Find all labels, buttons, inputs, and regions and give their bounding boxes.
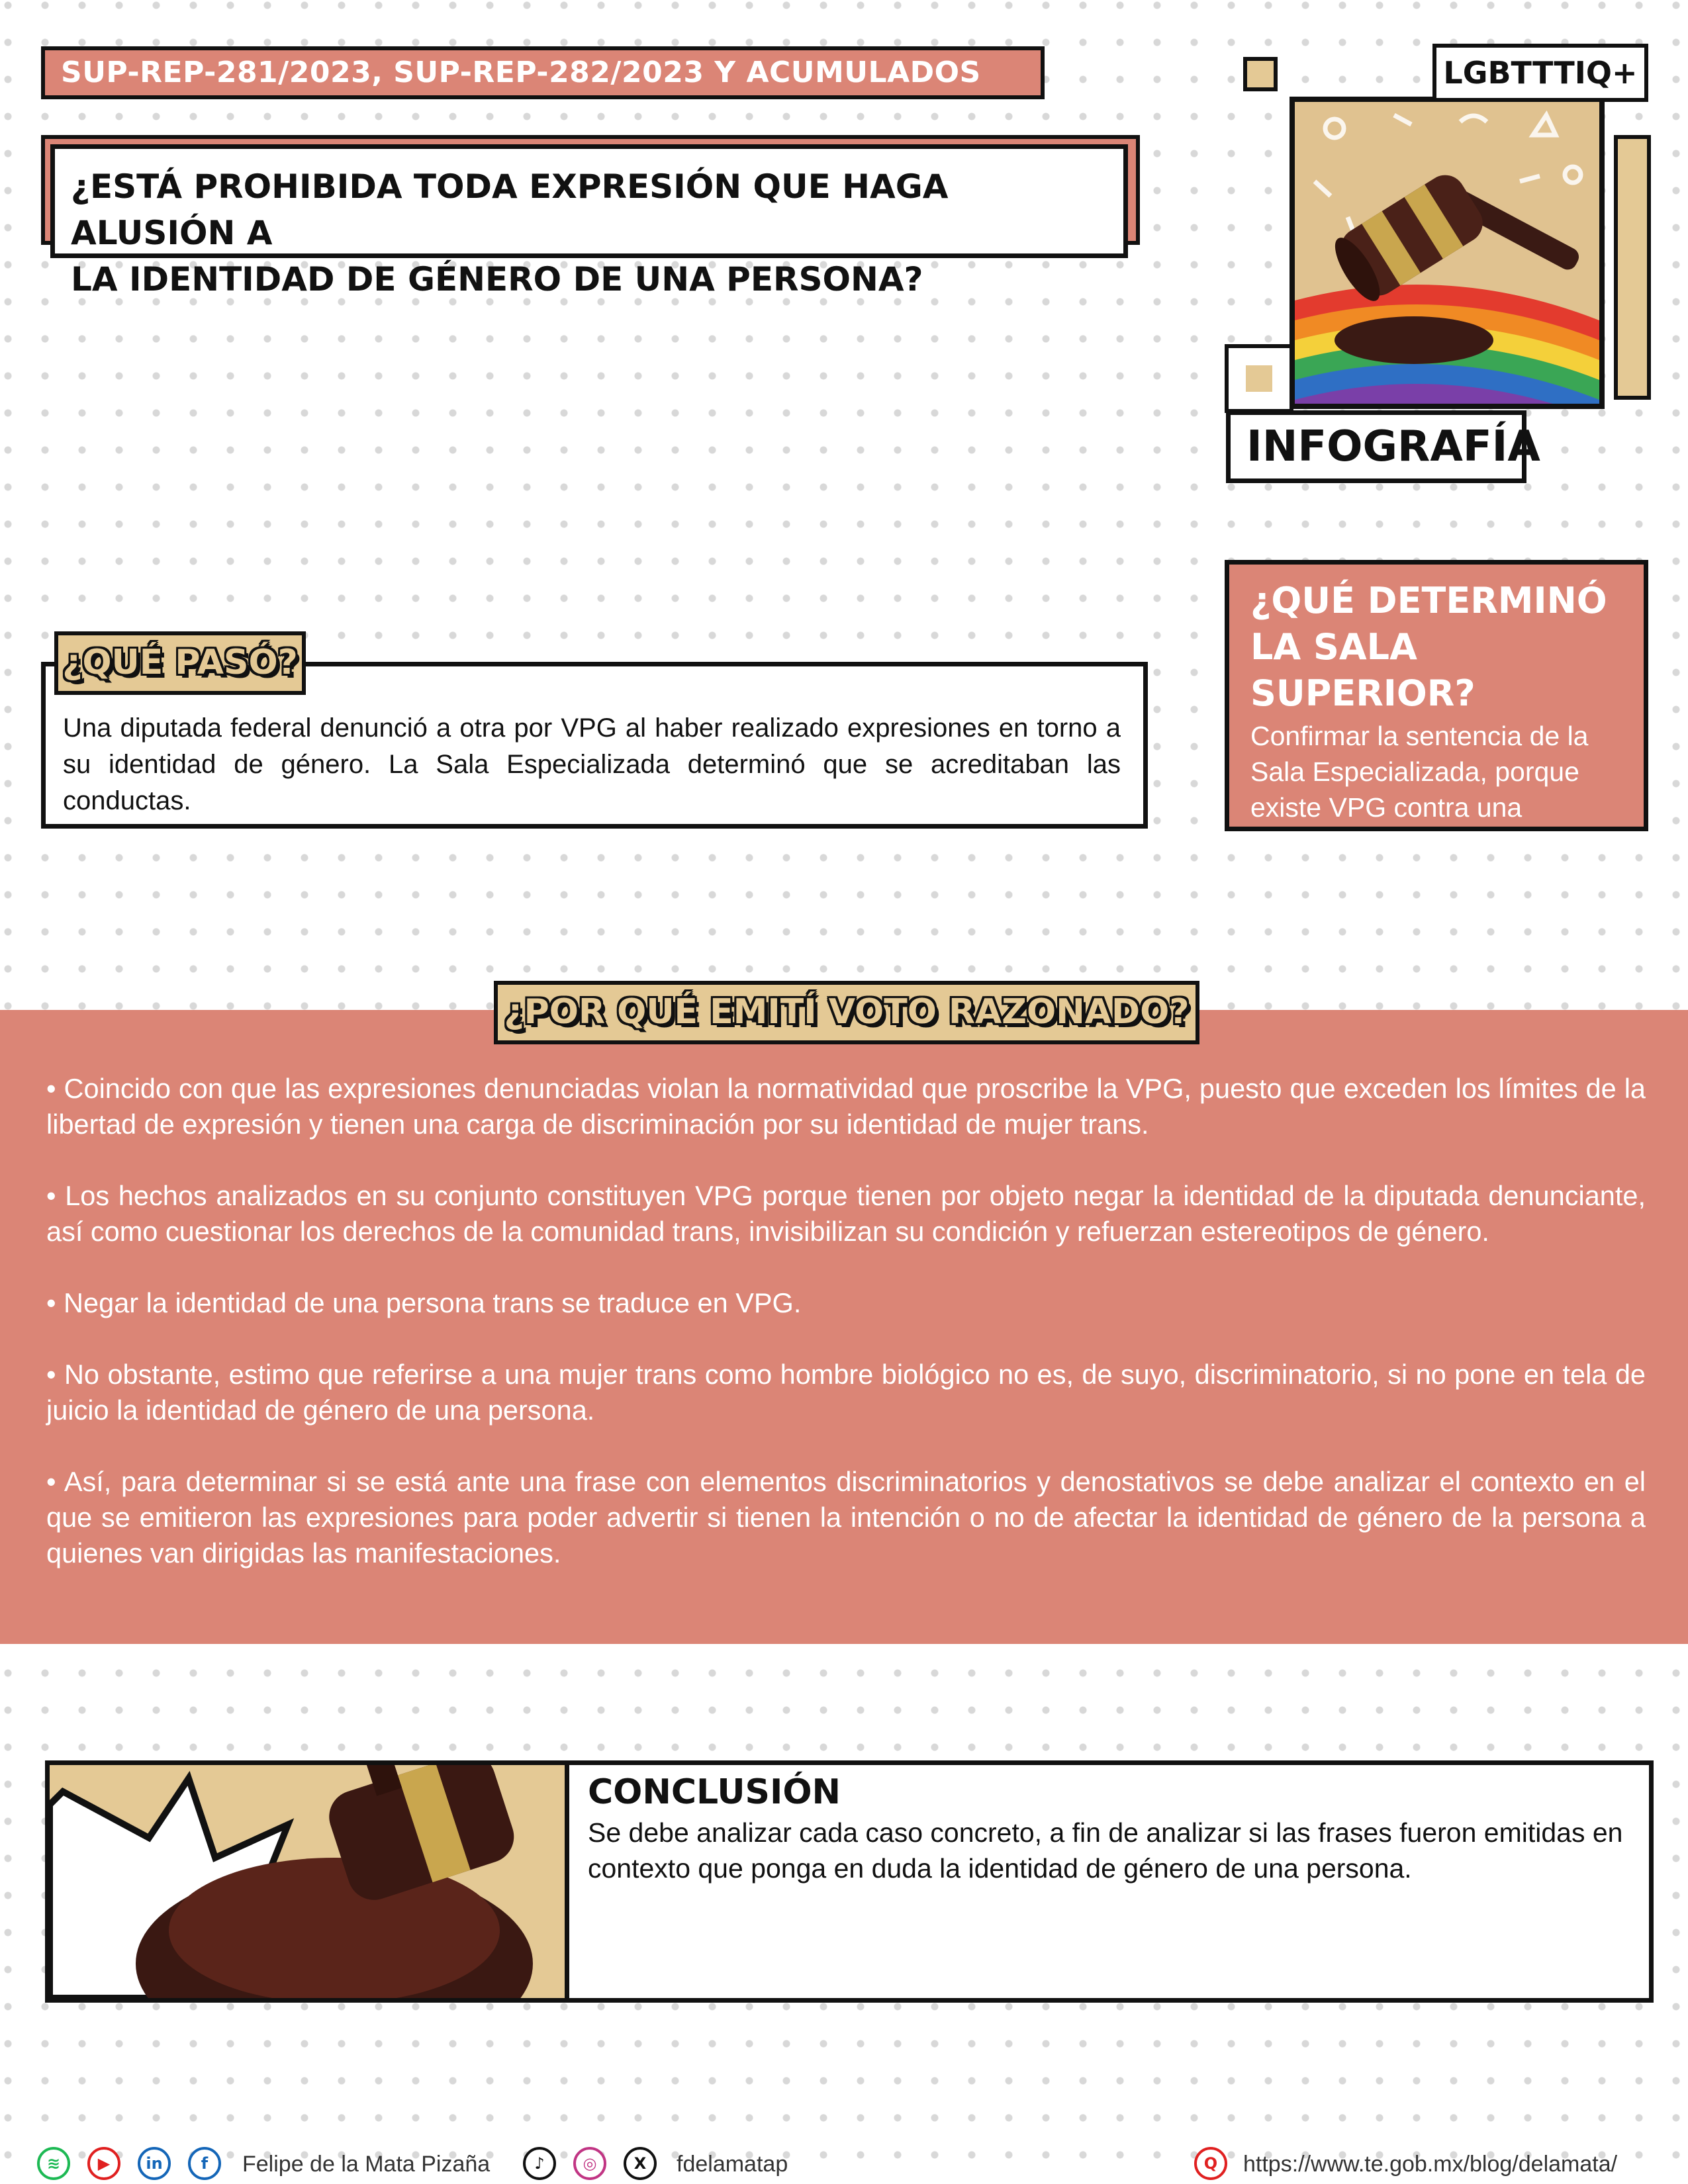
determino-box (1225, 560, 1648, 858)
blog-url[interactable]: https://www.te.gob.mx/blog/delamata/ (1243, 2152, 1618, 2177)
gavel-illustration (1295, 102, 1599, 404)
linkedin-icon[interactable]: in (138, 2147, 171, 2180)
spotify-icon[interactable]: ≋ (37, 2147, 70, 2180)
title-line-1: ¿ESTÁ PROHIBIDA TODA EXPRESIÓN QUE HAGA ALUSIÓN A (71, 167, 949, 252)
conclusion-text: Se debe analizar cada caso concreto, a fin de analizar si las frases fueron emitidas en contexto que ponga en duda la identidad de género de una persona. (588, 1817, 1623, 1884)
decor-square (1243, 57, 1278, 91)
facebook-icon[interactable]: f (188, 2147, 221, 2180)
gavel-rainbow-photo (1289, 97, 1605, 409)
list-item: • Así, para determinar si se está ante una frase con elementos discriminatorios y denostativos se debe analizar el contexto en el que se emitieron las expresiones para poder advertir si tienen la intención o no de afectar la identidad de género de la persona a quienes van dirigidas las manifestaciones. (46, 1466, 1646, 1569)
list-item: • Los hechos analizados en su conjunto constituyen VPG porque tienen por objeto negar la identidad de la diputada denunciante, así como cuestionar los derechos de la comunidad trans, invisibilizan su condición y refuerzan estereotipos de género. (46, 1180, 1646, 1247)
list-item: • No obstante, estimo que referirse a una mujer trans como hombre biológico no es, de suyo, discriminatorio, si no pone en tela de juicio la identidad de género de una persona. (46, 1359, 1646, 1426)
determino-title-line-2: LA SALA SUPERIOR? (1250, 626, 1476, 714)
youtube-icon[interactable]: ▶ (87, 2147, 120, 2180)
case-reference: SUP-REP-281/2023, SUP-REP-282/2023 Y ACUMULADOS (41, 46, 1045, 99)
list-item: • Negar la identidad de una persona trans se traduce en VPG. (46, 1287, 802, 1318)
gavel-photo (50, 1765, 565, 1998)
title-line-2: LA IDENTIDAD DE GÉNERO DE UNA PERSONA? (71, 260, 923, 298)
decor-square-fill (1246, 365, 1272, 392)
determino-title (1250, 578, 1626, 717)
tiktok-icon[interactable]: ♪ (523, 2147, 556, 2180)
search-icon[interactable]: Q (1194, 2147, 1227, 2180)
page-title (50, 144, 1128, 298)
social-handle: fdelamatap (677, 2152, 788, 2177)
voto-label: ¿POR QUÉ EMITÍ VOTO RAZONADO? (494, 981, 1199, 1044)
list-item: • Coincido con que las expresiones denunciadas violan la normatividad que proscribe la VPG, puesto que exceden los límites de la libertad de expresión y tienen una carga de discriminación por su identidad de mujer trans. (46, 1073, 1646, 1140)
instagram-icon[interactable]: ◎ (573, 2147, 606, 2180)
que-paso-label: ¿QUÉ PASÓ? (54, 631, 306, 695)
voto-list (46, 1071, 1646, 1607)
author-name: Felipe de la Mata Pizaña (242, 2152, 491, 2177)
determino-title-line-1: ¿QUÉ DETERMINÓ (1250, 580, 1607, 621)
decor-bar (1614, 135, 1651, 400)
x-icon[interactable]: X (624, 2147, 657, 2180)
que-paso-text: Una diputada federal denunció a otra por VPG al haber realizado expresiones en torno a su identidad de género. La Sala Especializada determinó que se acreditaban las conductas. (63, 713, 1121, 815)
infografia-label: INFOGRAFÍA (1226, 410, 1526, 483)
gavel-burst-illustration (50, 1765, 565, 1998)
conclusion-divider (565, 1765, 569, 1998)
conclusion-title: CONCLUSIÓN (588, 1772, 841, 1812)
category-tag: LGBTTTIQ+ (1432, 44, 1648, 102)
determino-text: Confirmar la sentencia de la Sala Especializada, porque existe VPG contra una diputada federal. (1250, 721, 1589, 858)
